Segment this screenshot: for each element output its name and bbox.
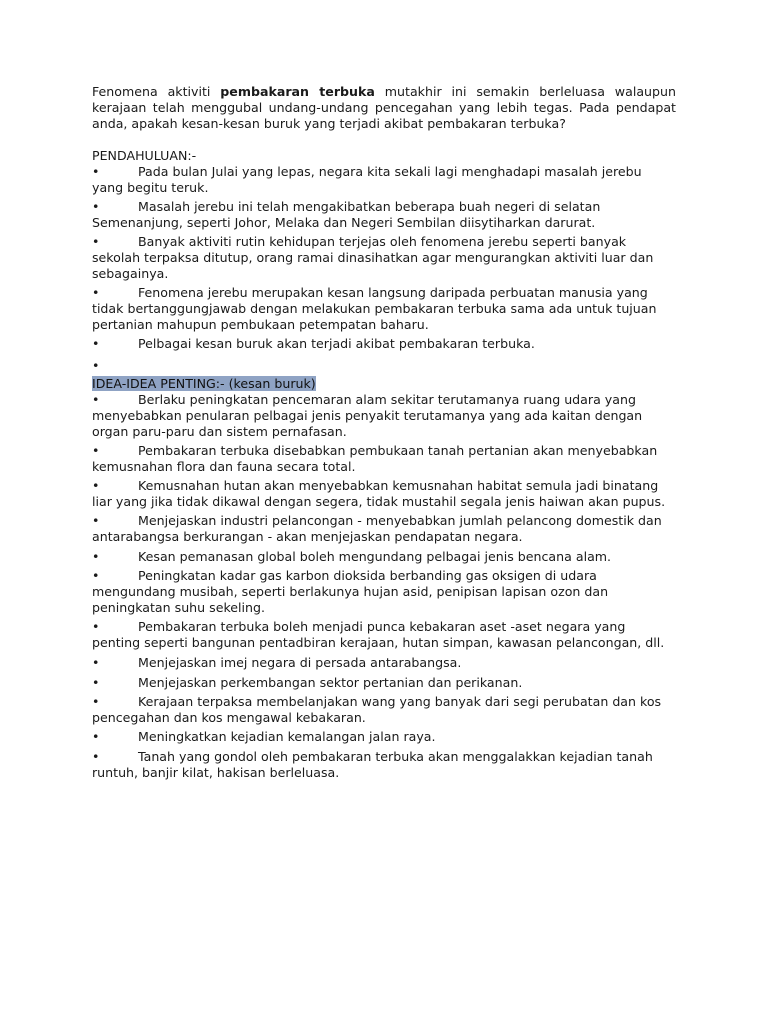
list-item: • Peningkatan kadar gas karbon dioksida berbanding gas oksigen di udara mengundang musibah, seperti berlakunya hujan asid, penipisan lapisan ozon dan peningkatan suhu sekeling.	[92, 568, 609, 615]
bullet-icon: •	[92, 164, 100, 179]
bullet-icon: •	[92, 336, 100, 351]
bullet-icon: •	[92, 443, 100, 458]
bullet-icon: •	[92, 619, 100, 634]
bullet-icon: •	[92, 285, 100, 300]
list-item: • Pembakaran terbuka disebabkan pembukaan tanah pertanian akan menyebabkan kemusnahan flora dan fauna secara total.	[92, 443, 658, 474]
list-item: • Meningkatkan kejadian kemalangan jalan raya.	[92, 729, 436, 744]
question-paragraph	[92, 84, 676, 132]
bullet-icon: •	[92, 694, 100, 709]
list-item: • Pelbagai kesan buruk akan terjadi akibat pembakaran terbuka.	[92, 336, 535, 351]
bullet-icon: •	[92, 392, 100, 407]
bullet-icon: •	[92, 234, 100, 249]
list-item: • Kerajaan terpaksa membelanjakan wang yang banyak dari segi perubatan dan kos pencegahan dan kos mengawal kebakaran.	[92, 694, 662, 725]
bullet-icon: •	[92, 729, 100, 744]
document-page	[92, 84, 676, 781]
list-item: • Kesan pemanasan global boleh mengundang pelbagai jenis bencana alam.	[92, 549, 612, 564]
list-item: • Menjejaskan industri pelancongan - menyebabkan jumlah pelancong domestik dan antarabangsa berkurangan - akan menjejaskan pendapatan negara.	[92, 513, 662, 544]
list-item: • Menjejaskan imej negara di persada antarabangsa.	[92, 655, 462, 670]
bullet-icon: •	[92, 568, 100, 583]
list-item: • Kemusnahan hutan akan menyebabkan kemusnahan habitat semula jadi binatang liar yang jika tidak dikawal dengan segera, tidak mustahil segala jenis haiwan akan pupus.	[92, 478, 666, 509]
bullet-icon: •	[92, 675, 100, 690]
list-item: • Pembakaran terbuka boleh menjadi punca kebakaran aset -aset negara yang penting seperti bangunan pentadbiran kerajaan, hutan simpan, kawasan pelancongan, dll.	[92, 619, 665, 650]
bullet-icon: •	[92, 549, 100, 564]
bullet-icon: •	[92, 358, 100, 373]
list-item: • Berlaku peningkatan pencemaran alam sekitar terutamanya ruang udara yang menyebabkan penularan pelbagai jenis penyakit terutamanya yang ada kaitan dengan organ paru-paru dan sistem pernafasan.	[92, 392, 643, 439]
bullet-icon: •	[92, 749, 100, 764]
pendahuluan-heading: PENDAHULUAN:-	[92, 148, 197, 163]
list-item: • Masalah jerebu ini telah mengakibatkan beberapa buah negeri di selatan Semenanjung, seperti Johor, Melaka dan Negeri Sembilan diisytiharkan darurat.	[92, 199, 601, 230]
list-item: • Tanah yang gondol oleh pembakaran terbuka akan menggalakkan kejadian tanah runtuh, banjir kilat, hakisan berleluasa.	[92, 749, 653, 780]
list-item: • Banyak aktiviti rutin kehidupan terjejas oleh fenomena jerebu seperti banyak sekolah terpaksa ditutup, orang ramai dinasihatkan agar mengurangkan aktiviti luar dan sebagainya.	[92, 234, 654, 281]
intro-text-start: Fenomena aktiviti	[92, 84, 221, 99]
list-item: • Fenomena jerebu merupakan kesan langsung daripada perbuatan manusia yang tidak bertanggungjawab dengan melakukan pembakaran terbuka sama ada untuk tujuan pertanian mahupun pembukaan petempatan baharu.	[92, 285, 657, 332]
list-item-empty	[92, 358, 676, 374]
idea-heading: IDEA-IDEA PENTING:- (kesan buruk)	[92, 376, 316, 391]
intro-bold-phrase: pembakaran terbuka	[220, 84, 375, 99]
idea-list	[92, 392, 676, 781]
list-item: • Pada bulan Julai yang lepas, negara kita sekali lagi menghadapi masalah jerebu yang begitu teruk.	[92, 164, 642, 195]
bullet-icon: •	[92, 199, 100, 214]
list-item: • Menjejaskan perkembangan sektor pertanian dan perikanan.	[92, 675, 523, 690]
bullet-icon: •	[92, 655, 100, 670]
bullet-icon: •	[92, 478, 100, 493]
bullet-icon: •	[92, 513, 100, 528]
intro-text-end: mutakhir ini semakin berleluasa walaupun kerajaan telah menggubal undang-undang pencegahan yang lebih tegas. Pada pendapat anda, apakah kesan-kesan buruk yang terjadi akibat pembakaran terbuka?	[92, 84, 676, 131]
pendahuluan-list	[92, 164, 676, 374]
idea-heading-row	[92, 376, 676, 392]
